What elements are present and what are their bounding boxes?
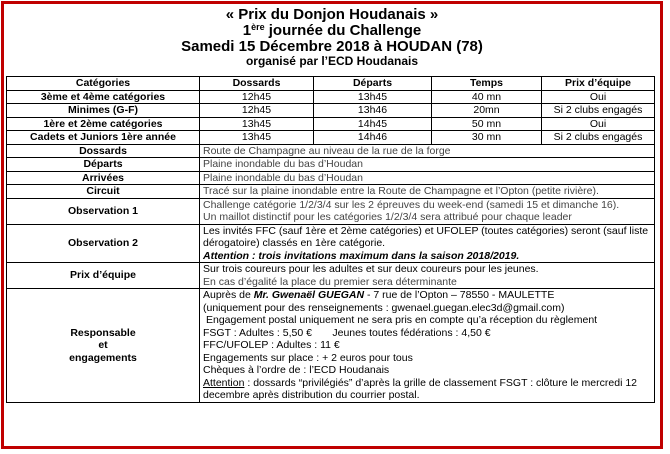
info-row-arrivees — [7, 171, 655, 185]
header-categories: Catégories — [7, 77, 200, 91]
subtitle-superscript: ère — [251, 22, 265, 32]
observation-2-attention: Attention : trois invitations maximum dans la saison 2018/2019. — [203, 249, 520, 262]
event-table — [6, 76, 655, 403]
row-temps: 40 mn — [432, 90, 542, 104]
header-dossards: Dossards — [200, 77, 314, 91]
table-row — [7, 117, 655, 131]
row-category: 3ème et 4ème catégories — [7, 90, 200, 104]
responsable-label — [7, 289, 200, 403]
row-category: Cadets et Juniors 1ère année — [7, 131, 200, 145]
circuit-text: Tracé sur la plaine inondable entre la Route de Champagne et l’Opton (petite rivière). — [200, 185, 655, 199]
address-prefix: Auprès de — [203, 289, 254, 301]
observation-2-line-1: Les invités FFC (sauf 1ère et 2ème catégories) et UFOLEP (toutes catégories) seront (sauf liste dérogatoire) classés en 1ère catégorie. — [203, 224, 649, 249]
header-temps: Temps — [432, 77, 542, 91]
responsable-line-3: Engagement postal uniquement ne sera pris en compte qu’a réception du règlement — [206, 314, 598, 326]
event-date: Samedi 15 Décembre 2018 à HOUDAN (78) — [181, 38, 483, 55]
info-row-dossards — [7, 144, 655, 158]
prix-equipe-text — [200, 263, 655, 289]
info-row-observation-2 — [7, 224, 655, 263]
observation-1-label: Observation 1 — [7, 198, 200, 224]
row-dossards: 13h45 — [200, 131, 314, 145]
observation-1-line-1: Challenge catégorie 1/2/3/4 sur les 2 épreuves du week-end (samedi 15 et dimanche 16). — [203, 198, 620, 211]
address-suffix: - 7 rue de l’Opton – 78550 - MAULETTE — [364, 289, 555, 301]
responsable-line-8 — [203, 377, 651, 402]
header-prix-equipe: Prix d’équipe — [542, 77, 655, 91]
row-category: Minimes (G-F) — [7, 104, 200, 118]
info-row-prix-equipe — [7, 263, 655, 289]
departs-label: Départs — [7, 158, 200, 172]
row-departs: 14h46 — [314, 131, 432, 145]
responsable-line-7: Chèques à l’ordre de : l’ECD Houdanais — [203, 364, 390, 376]
responsable-line-2: (uniquement pour des renseignements : gwenael.guegan.elec3d@gmail.com) — [203, 301, 565, 314]
row-prix: Oui — [542, 117, 655, 131]
row-prix: Si 2 clubs engagés — [542, 131, 655, 145]
row-temps: 50 mn — [432, 117, 542, 131]
row-departs: 13h46 — [314, 104, 432, 118]
dossards-text: Route de Champagne au niveau de la rue de la forge — [200, 144, 655, 158]
responsable-label-line-2: et — [98, 339, 108, 351]
responsable-address — [203, 289, 651, 302]
subtitle-rest: journée du Challenge — [264, 22, 422, 39]
responsable-label-line-3: engagements — [69, 351, 137, 364]
responsable-line-5: FFC/UFOLEP : Adultes : 11 € — [203, 339, 340, 351]
row-prix: Si 2 clubs engagés — [542, 104, 655, 118]
info-row-departs — [7, 158, 655, 172]
schedule-header-row — [7, 77, 655, 91]
responsable-line-6: Engagements sur place : + 2 euros pour tous — [203, 351, 413, 364]
row-temps: 30 mn — [432, 131, 542, 145]
event-title: « Prix du Donjon Houdanais » — [225, 6, 439, 23]
prix-equipe-line-1: Sur trois coureurs pour les adultes et sur deux coureurs pour les jeunes. — [203, 263, 539, 275]
arrivees-text: Plaine inondable du bas d’Houdan — [200, 171, 655, 185]
row-prix: Oui — [542, 90, 655, 104]
header-departs: Départs — [314, 77, 432, 91]
info-row-responsable — [7, 289, 655, 403]
table-row — [7, 104, 655, 118]
observation-1-line-2: Un maillot distinctif pour les catégories 1/2/3/4 sera attribué pour chaque leader — [203, 211, 572, 223]
row-dossards: 12h45 — [200, 90, 314, 104]
row-dossards: 13h45 — [200, 117, 314, 131]
responsable-line-4: FSGT : Adultes : 5,50 € Jeunes toutes fédérations : 4,50 € — [203, 326, 491, 339]
table-row — [7, 90, 655, 104]
prix-equipe-line-2: En cas d’égalité la place du premier sera déterminante — [203, 275, 457, 288]
prix-equipe-label: Prix d’équipe — [7, 263, 200, 289]
attention-label: Attention — [203, 376, 245, 389]
observation-2-text — [200, 224, 655, 263]
table-row — [7, 131, 655, 145]
info-row-circuit — [7, 185, 655, 199]
attention-text: : dossards “privilégiés” d’après la grille de classement FSGT : clôture le mercredi 12 decembre après distribution du courrier postal. — [203, 376, 637, 401]
row-dossards: 12h45 — [200, 104, 314, 118]
arrivees-label: Arrivées — [7, 171, 200, 185]
observation-2-label: Observation 2 — [7, 224, 200, 263]
info-row-observation-1 — [7, 198, 655, 224]
event-organizer: organisé par l’ECD Houdanais — [245, 54, 419, 68]
row-category: 1ère et 2ème catégories — [7, 117, 200, 131]
responsable-text — [200, 289, 655, 403]
circuit-label: Circuit — [7, 185, 200, 199]
subtitle-number: 1 — [242, 22, 252, 39]
row-temps: 20mn — [432, 104, 542, 118]
dossards-label: Dossards — [7, 144, 200, 158]
row-departs: 14h45 — [314, 117, 432, 131]
responsable-label-line-1: Responsable — [70, 326, 136, 339]
departs-text: Plaine inondable du bas d’Houdan — [200, 158, 655, 172]
responsable-name: Mr. Gwenaël GUEGAN — [253, 289, 365, 301]
observation-1-text — [200, 198, 655, 224]
event-subtitle — [4, 23, 660, 39]
row-departs: 13h45 — [314, 90, 432, 104]
